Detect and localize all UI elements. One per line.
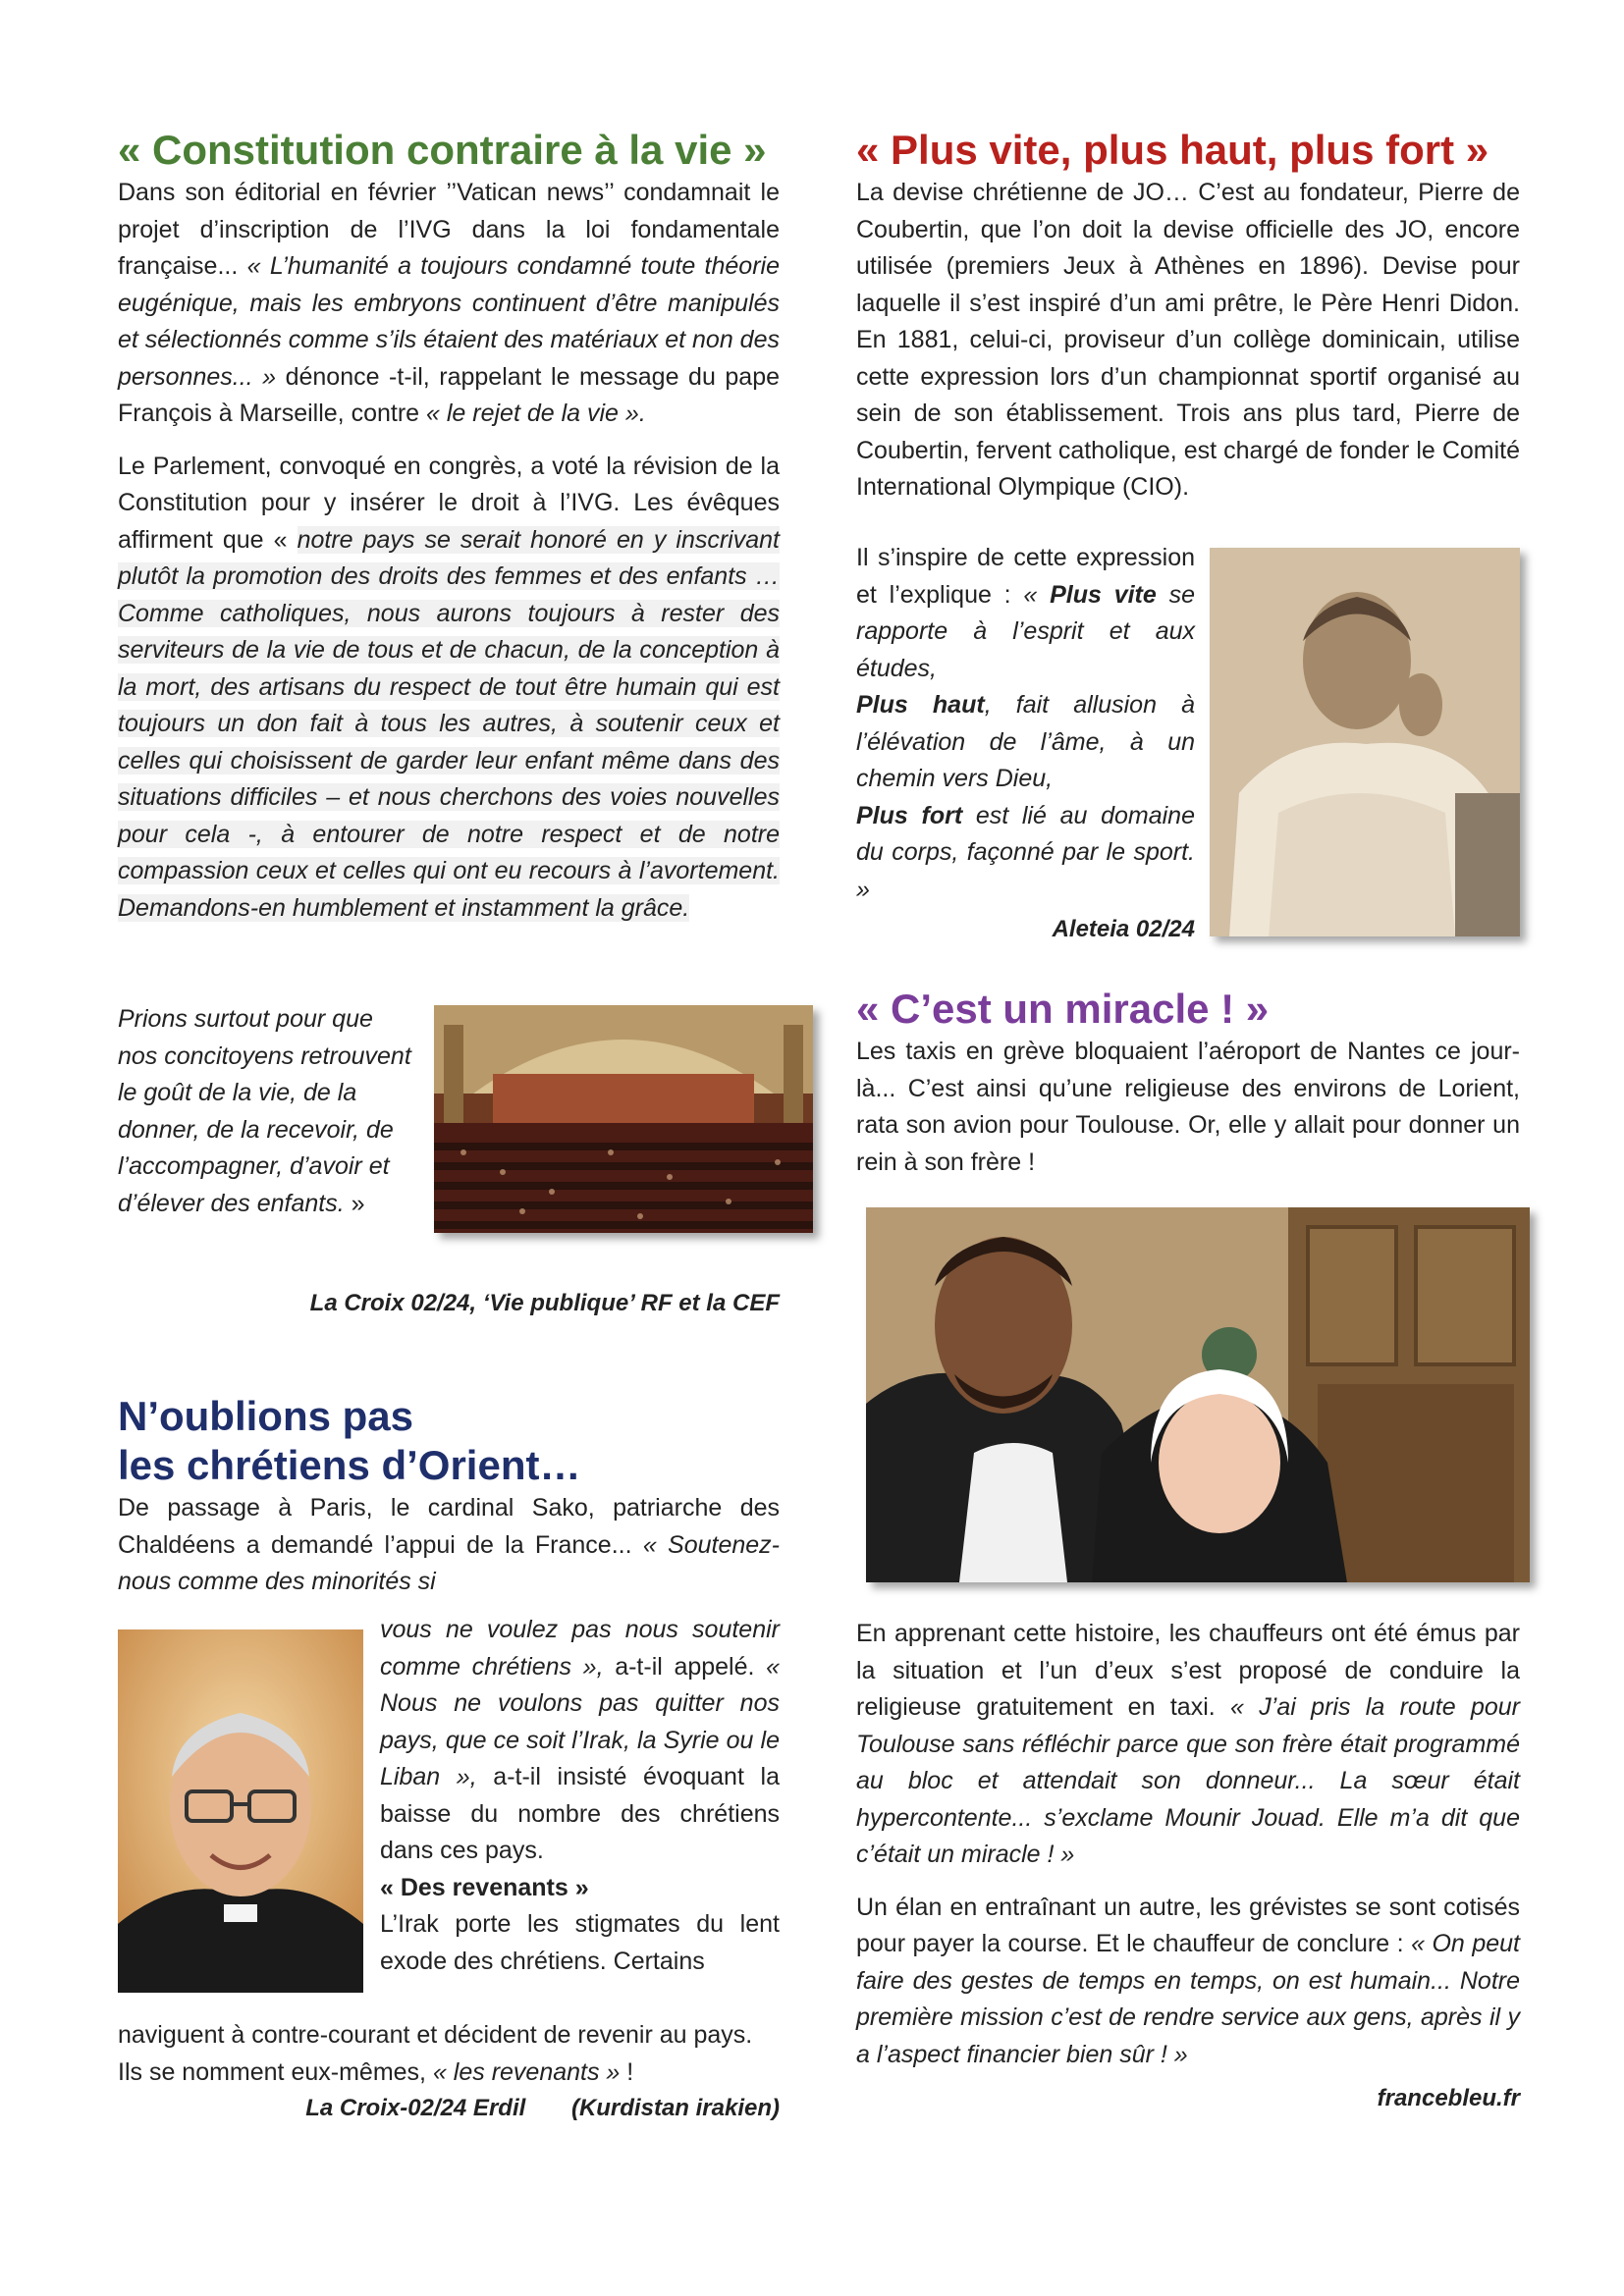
- article-paragraph: Un élan en entraînant un autre, les grévistes se sont cotisés pour payer la course. Et le chauffeur de conclure : « On peut faire des gestes de temps en temps, on est humain... Notre première mission c’est de rendre service aux gens, après il y a l’aspect financier bien sûr ! »: [856, 1893, 1520, 2068]
- article-title: N’oublions pas les chrétiens d’Orient…: [118, 1393, 581, 1488]
- source-line: La Croix 02/24, ‘Vie publique’ RF et la CEF: [309, 1290, 780, 1316]
- article-paragraph: Les taxis en grève bloquaient l’aéroport de Nantes ce jour-là... C’est ainsi qu’une religieuse des environs de Lorient, rata son avion pour Toulouse. Or, elle y allait pour donner un rein à son frère !: [856, 1038, 1520, 1176]
- article-title: « Constitution contraire à la vie »: [118, 127, 767, 173]
- article-chretiens-orient: [118, 1392, 780, 1601]
- article-paragraph: La devise chrétienne de JO… C’est au fondateur, Pierre de Coubertin, que l’on doit la devise officielle des JO, encore utilisée (premiers Jeux à Athènes en 1896). Devise pour laquelle il s’est inspiré d’un ami prêtre, le Père Henri Didon. En 1881, celui-ci, proviseur d’un collège dominicain, utilise cette expression lors d’un championnat sportif organisé au sein de son établissement. Trois ans plus tard, Pierre de Coubertin, fervent catholique, est chargé de fonder le Comité International Olympique (CIO).: [856, 179, 1520, 501]
- article-devise-jo: [856, 126, 1520, 507]
- subheading: « Des revenants »: [380, 1873, 589, 1901]
- article-paragraph: En apprenant cette histoire, les chauffeurs ont été émus par la situation et l’un d’eux s’est proposé de conduire la religieuse gratuitement en taxi. « J’ai pris la route pour Toulouse sans réfléchir parce que son frère était programmé au bloc et attendait son donneur... La sœur était hypercontente... s’exclame Mounir Jouad. Elle m’a dit que c’était un miracle ! »: [856, 1620, 1520, 1868]
- article-title: « Plus vite, plus haut, plus fort »: [856, 127, 1489, 173]
- article-miracle: [856, 985, 1520, 1181]
- parliament-photo: [434, 1005, 813, 1233]
- article-title: « C’est un miracle ! »: [856, 986, 1270, 1032]
- quote: « le rejet de la vie ».: [426, 400, 646, 427]
- wrap-text: Il s’inspire de cette expression et l’explique : « Plus vite se rapporte à l’esprit et aux études, Plus haut, fait allusion à l’élévation de l’âme, à un chemin vers Dieu, Plus fort est lié au domaine du corps, façonné par le sport. » Aleteia 02/24: [856, 540, 1195, 947]
- article-constitution: [118, 126, 780, 927]
- wrap-text: Prions surtout pour que nos concitoyens retrouvent le goût de la vie, de la donner, de la recevoir, de l’accompagner, d’avoir et d’élever des enfants. »: [118, 1005, 411, 1217]
- article-paragraph: De passage à Paris, le cardinal Sako, patriarche des Chaldéens a demandé l’appui de la France... « Soutenez-nous comme des minorités si: [118, 1494, 780, 1595]
- quote: notre pays se serait honoré en y inscrivant plutôt la promotion des droits des femmes et des enfants … Comme catholiques, nous aurons toujours à rester des serviteurs de la vie de tous et de chacun, de la conception à la mort, des artisans du respect de tout être humain qui est toujours un don fait à tous les autres, à soutenir ceux et celles qui choisissent de garder leur enfant même dans des situations difficiles – et nous cherchons des voies nouvelles pour cela -, à entourer de notre respect et de notre compassion ceux et celles qui ont eu recours à l’avortement. Demandons-en humblement et instamment la grâce.: [118, 525, 780, 922]
- wrap-text: vous ne voulez pas nous soutenir comme chrétiens », a-t-il appelé. « Nous ne voulons pas quitter nos pays, que ce soit l’Irak, la Syrie ou le Liban », a-t-il insisté évoquant la baisse du nombre des chrétiens dans ces pays. « Des revenants » L’Irak porte les stigmates du lent exode des chrétiens. Certains: [380, 1616, 781, 1975]
- nun-and-driver-photo: [866, 1207, 1530, 1582]
- article-paragraph: Le Parlement, convoqué en congrès, a voté la révision de la Constitution pour y insérer le droit à l’IVG. Les évêques affirment que « notre pays se serait honoré en y inscrivant plutôt la promotion des droits des femmes et des enfants … Comme catholiques, nous aurons toujours à rester des serviteurs de la vie de tous et de chacun, de la conception à la mort, des artisans du respect de tout être humain qui est toujours un don fait à tous les autres, à soutenir ceux et celles qui choisissent de garder leur enfant même dans des situations difficiles – et nous cherchons des voies nouvelles pour cela -, à entourer de notre respect et de notre compassion ceux et celles qui ont eu recours à l’avortement. Demandons-en humblement et instamment la grâce.: [118, 452, 780, 922]
- source-line: francebleu.fr: [1377, 2085, 1520, 2111]
- source-line: La Croix-02/24 Erdil (Kurdistan irakien): [305, 2095, 780, 2121]
- quote: « L’humanité a toujours condamné toute théorie eugénique, mais les embryons continuent d’être manipulés et sélectionnés comme s’ils étaient des matériaux et non des personnes... »: [118, 252, 780, 391]
- cardinal-sako-photo: [118, 1629, 363, 1993]
- article-miracle-continued: [856, 1616, 1520, 2116]
- source-line: Aleteia 02/24: [1052, 916, 1195, 942]
- henri-didon-photo: [1210, 548, 1520, 936]
- article-paragraph: naviguent à contre-courant et décident de revenir au pays. Ils se nomment eux-mêmes, « les revenants » ! La Croix-02/24 Erdil (Kurdistan irakien): [118, 2017, 780, 2126]
- article-paragraph: Dans son éditorial en février ’’Vatican news’’ condamnait le projet d’inscription de l’IVG dans la loi fondamentale française... « L’humanité a toujours condamné toute théorie eugénique, mais les embryons continuent d’être manipulés et sélectionnés comme s’ils étaient des matériaux et non des personnes... » dénonce -t-il, rappelant le message du pape François à Marseille, contre « le rejet de la vie ».: [118, 179, 781, 427]
